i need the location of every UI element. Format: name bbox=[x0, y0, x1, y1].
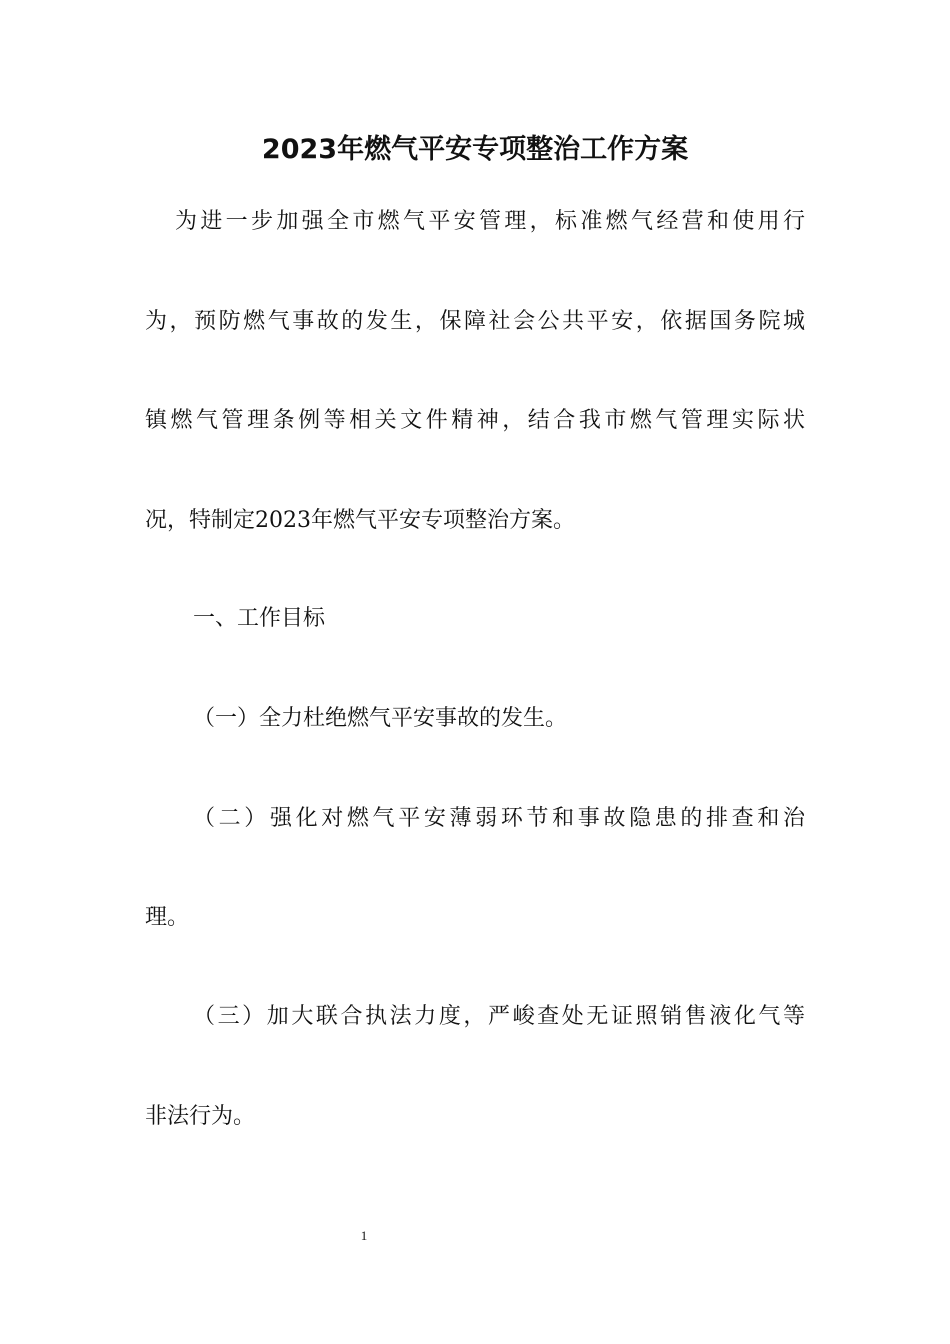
section-heading: 一、工作目标 bbox=[193, 606, 326, 631]
paragraph-line: 况，特制定2023年燃气平安专项整治方案。 bbox=[145, 508, 575, 533]
paragraph-line: 镇燃气管理条例等相关文件精神，结合我市燃气管理实际状 bbox=[145, 408, 805, 433]
list-item: （二）强化对燃气平安薄弱环节和事故隐患的排查和治 bbox=[193, 806, 805, 831]
document-title: 2023年燃气平安专项整治工作方案 bbox=[261, 134, 689, 165]
paragraph-line: 为，预防燃气事故的发生，保障社会公共平安，依据国务院城 bbox=[145, 309, 805, 334]
page-number: 1 bbox=[360, 1228, 368, 1243]
list-item: （三）加大联合执法力度，严峻查处无证照销售液化气等 bbox=[193, 1004, 805, 1029]
paragraph-line: 为进一步加强全市燃气平安管理，标准燃气经营和使用行 bbox=[175, 209, 805, 234]
list-item-continuation: 非法行为。 bbox=[145, 1104, 256, 1129]
list-item-continuation: 理。 bbox=[145, 905, 190, 930]
list-item: （一）全力杜绝燃气平安事故的发生。 bbox=[193, 706, 568, 731]
